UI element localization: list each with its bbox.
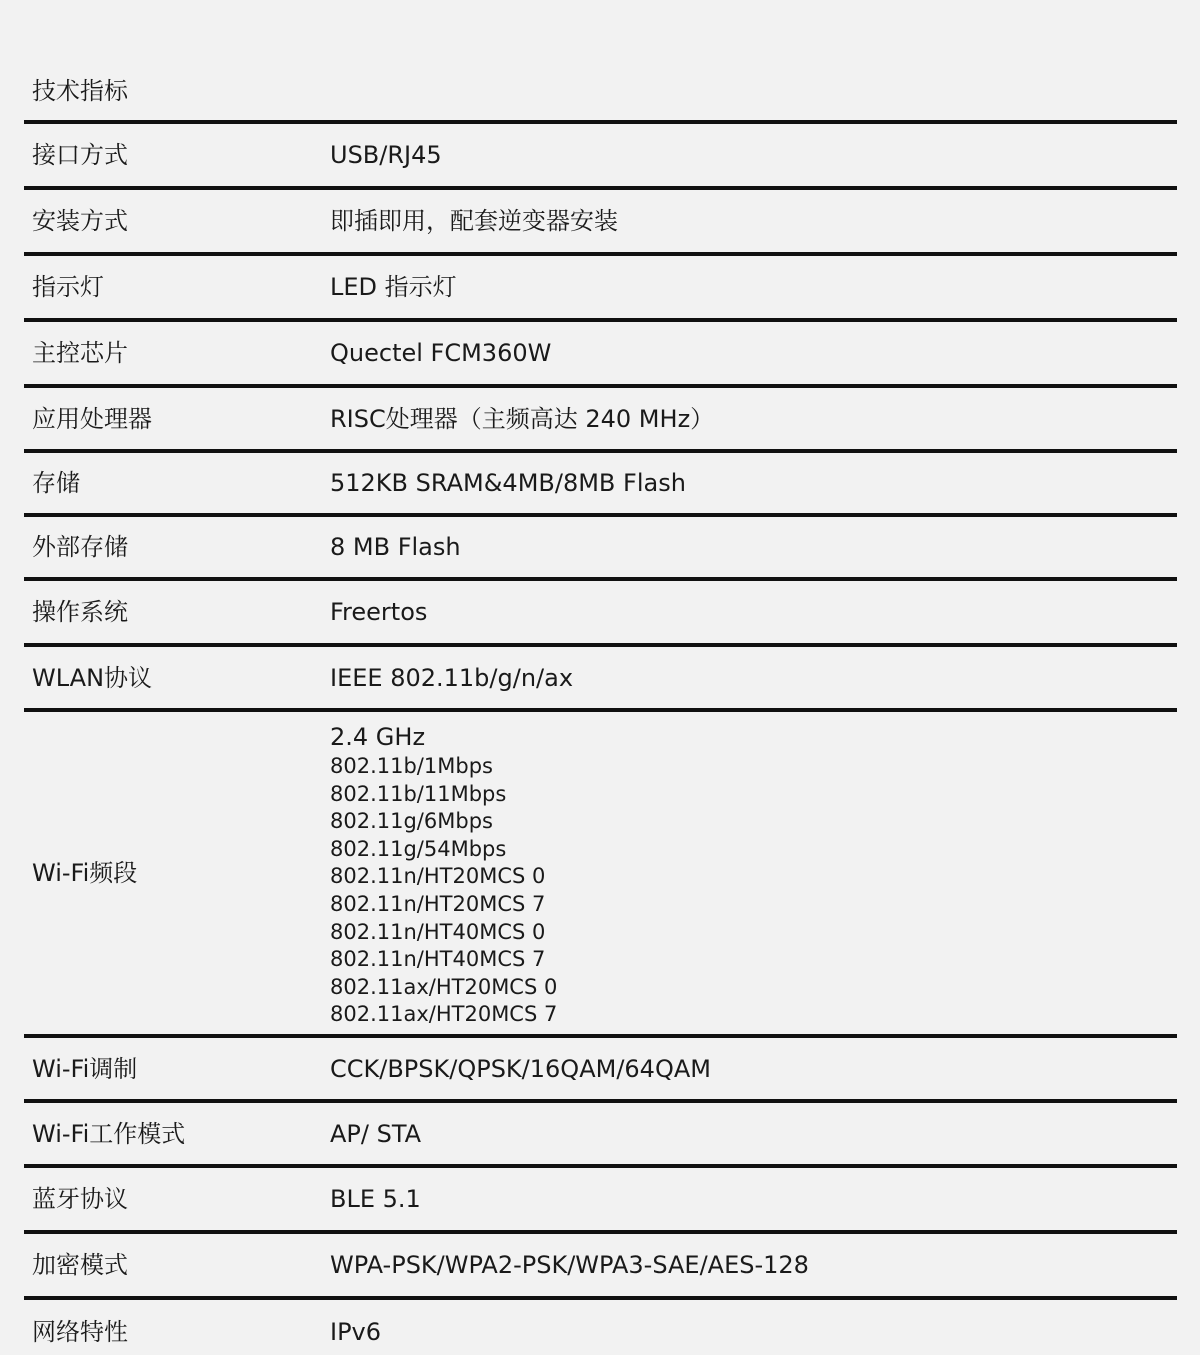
wifi-band-frequency: 2.4 GHz <box>330 723 426 751</box>
spec-value: IEEE 802.11b/g/n/ax <box>330 663 574 692</box>
spec-value: USB/RJ45 <box>330 141 442 169</box>
wifi-rate-item: 802.11n/HT20MCS 7 <box>330 891 546 916</box>
spec-label: Wi-Fi调制 <box>32 1054 138 1083</box>
wifi-rate-item: 802.11n/HT40MCS 0 <box>330 919 546 944</box>
spec-value: RISC处理器（主频高达 240 MHz） <box>330 404 715 433</box>
spec-row-storage <box>24 453 1177 513</box>
spec-value: IPv6 <box>330 1318 382 1346</box>
spec-label: 存储 <box>32 469 80 497</box>
spec-value: Freertos <box>330 598 428 626</box>
spec-label: 外部存储 <box>32 533 128 561</box>
wifi-rate-list <box>330 753 557 1029</box>
spec-label: Wi-Fi频段 <box>32 859 138 887</box>
spec-row-installation <box>24 190 1177 252</box>
spec-header <box>24 0 1177 120</box>
wifi-rate-item: 802.11b/11Mbps <box>330 781 507 806</box>
spec-label: 蓝牙协议 <box>32 1185 128 1213</box>
spec-value: CCK/BPSK/QPSK/16QAM/64QAM <box>330 1054 711 1083</box>
spec-label: 指示灯 <box>32 273 104 301</box>
spec-label: Wi-Fi工作模式 <box>32 1119 186 1148</box>
spec-value: LED 指示灯 <box>330 273 457 301</box>
spec-value: 8 MB Flash <box>330 533 461 561</box>
spec-label: 应用处理器 <box>32 404 152 433</box>
spec-table <box>24 0 1177 1352</box>
spec-row-main-chip <box>24 322 1177 384</box>
spec-value: Quectel FCM360W <box>330 339 552 367</box>
spec-value: BLE 5.1 <box>330 1185 421 1213</box>
spec-label: WLAN协议 <box>32 663 153 692</box>
spec-row-encryption <box>24 1234 1177 1296</box>
spec-row-wifi-mode <box>24 1103 1177 1164</box>
spec-row-interface <box>24 124 1177 186</box>
spec-value: WPA-PSK/WPA2-PSK/WPA3-SAE/AES-128 <box>330 1251 809 1279</box>
spec-row-bluetooth <box>24 1168 1177 1230</box>
wifi-rate-item: 802.11g/54Mbps <box>330 836 507 861</box>
spec-label: 接口方式 <box>32 141 128 169</box>
spec-value: AP/ STA <box>330 1119 422 1148</box>
wifi-band-value <box>330 721 557 1029</box>
spec-label: 网络特性 <box>32 1318 128 1346</box>
spec-label: 操作系统 <box>32 598 128 626</box>
spec-label: 安装方式 <box>32 207 128 235</box>
wifi-rate-item: 802.11g/6Mbps <box>330 809 493 834</box>
spec-row-os <box>24 581 1177 643</box>
spec-label: 主控芯片 <box>32 339 128 367</box>
spec-label: 加密模式 <box>32 1251 128 1279</box>
spec-row-wlan <box>24 647 1177 708</box>
wifi-rate-item: 802.11b/1Mbps <box>330 754 493 778</box>
spec-row-external-storage <box>24 517 1177 577</box>
wifi-rate-item: 802.11n/HT40MCS 7 <box>330 947 546 972</box>
spec-value: 512KB SRAM&4MB/8MB Flash <box>330 469 686 497</box>
wifi-rate-item: 802.11ax/HT20MCS 7 <box>330 1002 558 1027</box>
spec-row-network <box>24 1300 1177 1352</box>
spec-title: 技术指标 <box>32 77 128 105</box>
wifi-rate-item: 802.11ax/HT20MCS 0 <box>330 974 558 999</box>
spec-row-processor <box>24 388 1177 449</box>
spec-row-wifi-band <box>24 712 1177 1034</box>
spec-row-wifi-modulation <box>24 1038 1177 1099</box>
spec-row-indicator <box>24 256 1177 318</box>
spec-value: 即插即用，配套逆变器安装 <box>330 207 618 235</box>
wifi-rate-item: 802.11n/HT20MCS 0 <box>330 864 546 889</box>
